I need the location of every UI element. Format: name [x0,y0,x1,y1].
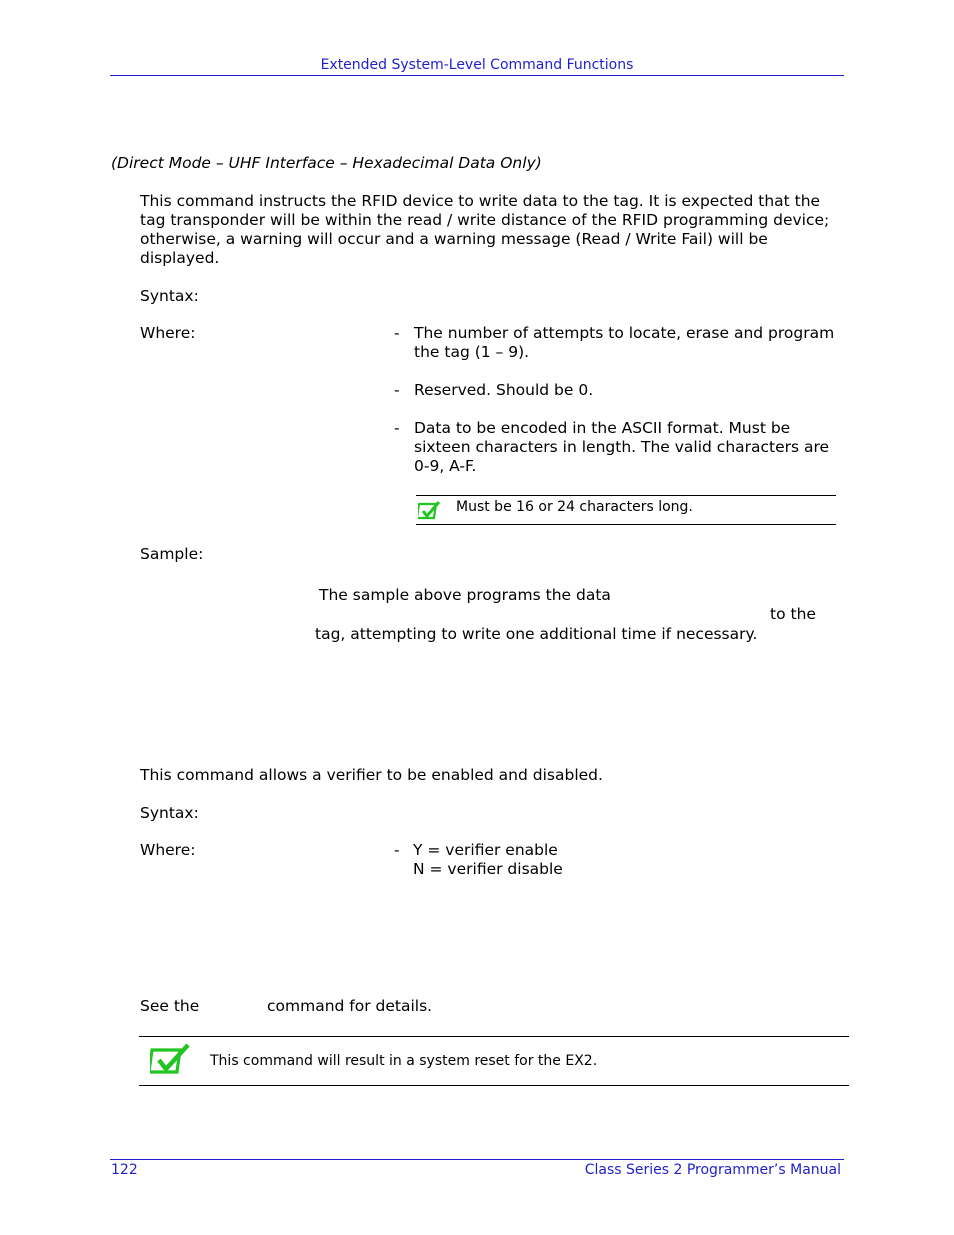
description-line: This command instructs the RFID device to write data to the tag. It is expected that the [140,192,821,210]
check-note-icon [150,1043,192,1075]
sample-desc-line: to the [770,605,816,623]
note-text: Must be 16 or 24 characters long. [456,499,693,515]
note-bottom-rule [139,1085,849,1086]
description-line: tag transponder will be within the read / write distance of the RFID programming device; [140,211,830,229]
check-note-icon [418,500,442,520]
running-header: Extended System-Level Command Functions [320,57,634,73]
where-label: Where: [140,841,196,859]
section2-description: This command allows a verifier to be enabled and disabled. [140,766,603,784]
manual-title: Class Series 2 Programmer’s Manual [584,1162,841,1178]
header-rule [110,75,844,76]
note-top-rule [139,1036,849,1037]
sample-desc-line: tag, attempting to write one additional time if necessary. [315,625,758,643]
sample-desc-line: The sample above programs the data [319,586,611,604]
param-text: The number of attempts to locate, erase and program [414,324,835,342]
param-text: sixteen characters in length. The valid characters are [414,438,830,456]
param-dash: - [394,381,400,399]
syntax-label: Syntax: [140,804,199,822]
description-line: otherwise, a warning will occur and a warning message (Read / Write Fail) will be [140,230,768,248]
description-line: displayed. [140,249,220,267]
param-text: the tag (1 – 9). [414,343,530,361]
param-dash: - [394,324,400,342]
param-text: Data to be encoded in the ASCII format. Must be [414,419,791,437]
see-the-text: See the [140,997,200,1015]
footer-rule [110,1159,844,1160]
param-text: N = verifier disable [413,860,563,878]
param-text: Reserved. Should be 0. [414,381,594,399]
param-dash: - [394,841,400,859]
note-bottom-rule [416,524,836,525]
sample-label: Sample: [140,545,204,563]
param-dash: - [394,419,400,437]
command-for-details-text: command for details. [267,997,433,1015]
param-text: 0-9, A-F. [414,457,477,475]
syntax-label: Syntax: [140,287,199,305]
where-label: Where: [140,324,196,342]
mode-line: (Direct Mode – UHF Interface – Hexadecimal Data Only) [111,154,542,172]
note-text: This command will result in a system reset for the EX2. [210,1053,598,1069]
param-text: Y = verifier enable [413,841,558,859]
note-top-rule [416,495,836,496]
page-number: 122 [111,1162,138,1178]
